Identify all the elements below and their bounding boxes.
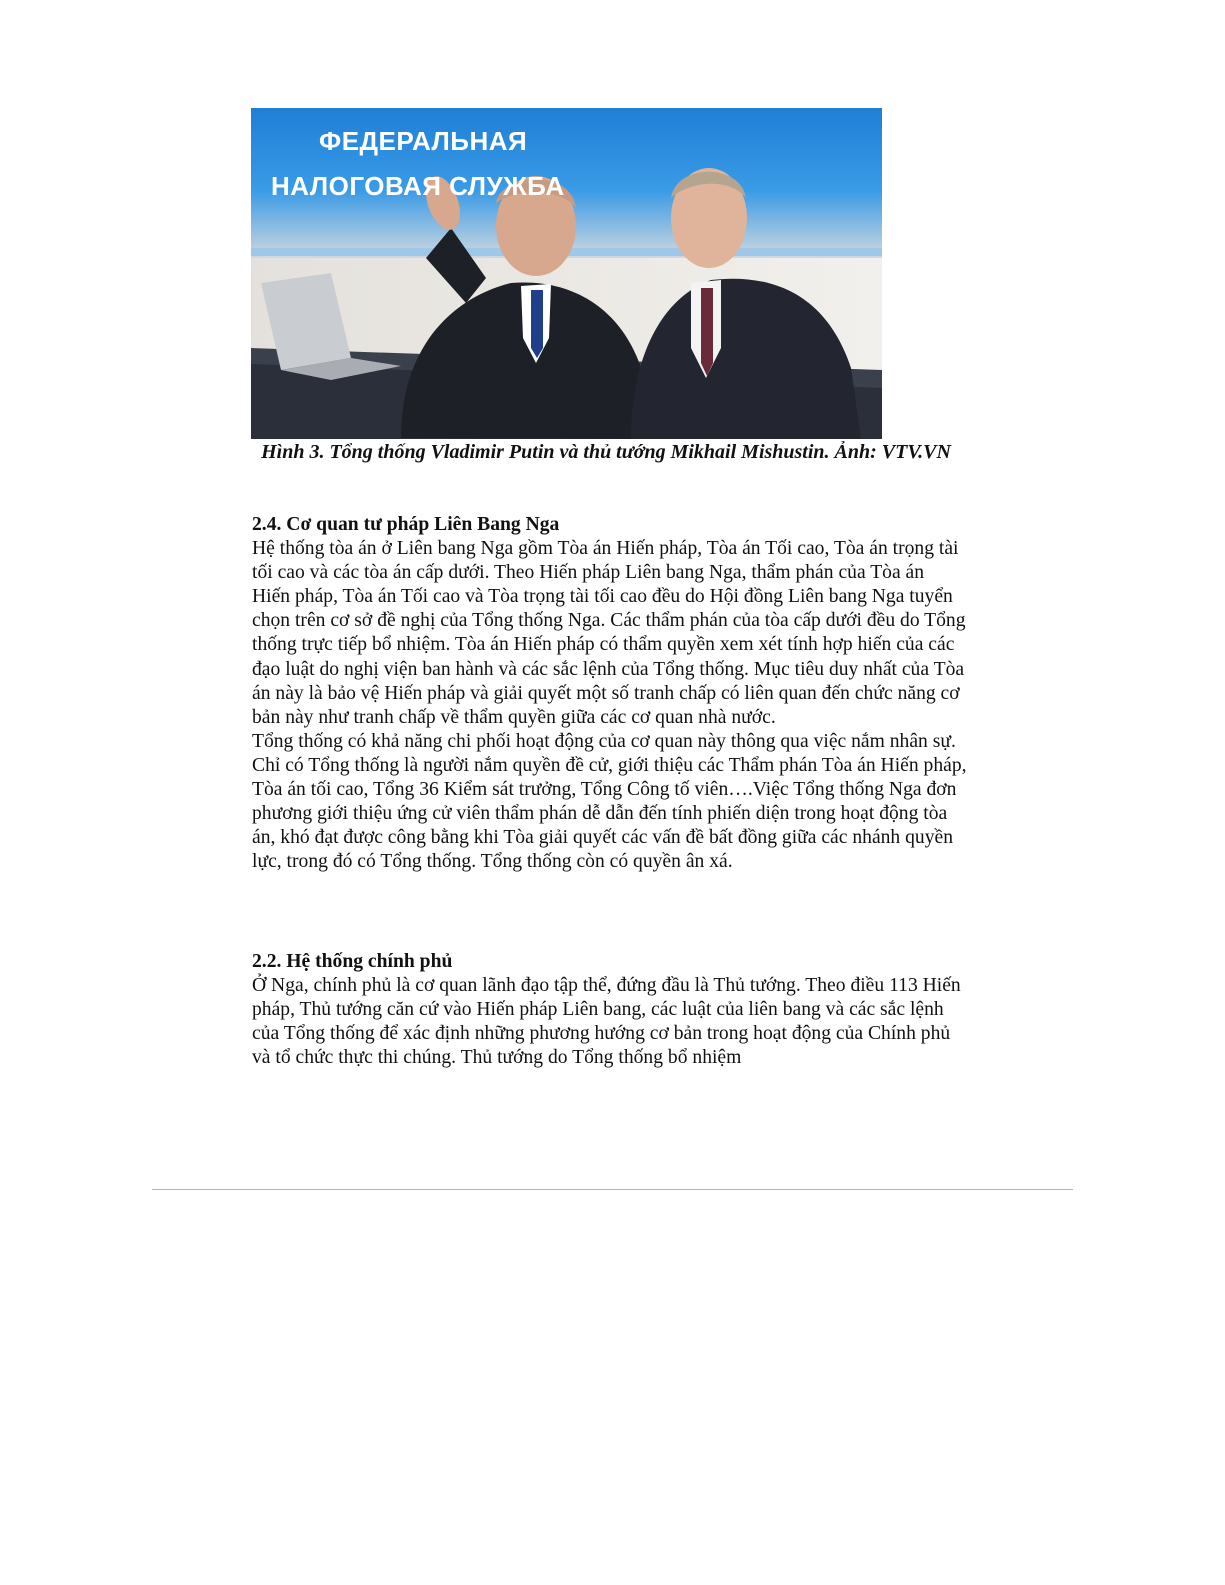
section-government bbox=[252, 950, 967, 1070]
banner-text-line1: ФЕДЕРАЛЬНАЯ bbox=[319, 126, 528, 156]
section-judicial bbox=[252, 513, 967, 874]
paragraph: Ở Nga, chính phủ là cơ quan lãnh đạo tập thể, đứng đầu là Thủ tướng. Theo điều 113 Hiến pháp, Thủ tướng căn cứ vào Hiến pháp Liên bang, các luật của liên bang và các sắc lệnh của Tổng thống để xác định những phương hướng cơ bản trong hoạt động của Chính phủ và tổ chức thực thi chúng. Thủ tướng do Tổng thống bổ nhiệm bbox=[252, 975, 961, 1069]
figure-caption: Hình 3. Tổng thống Vladimir Putin và thủ tướng Mikhail Mishustin. Ảnh: VTV.VN bbox=[261, 441, 951, 463]
photo-illustration bbox=[251, 108, 882, 439]
paragraph: Hệ thống tòa án ở Liên bang Nga gồm Tòa án Hiến pháp, Tòa án Tối cao, Tòa án trọng tài tối cao và các tòa án cấp dưới. Theo Hiến pháp Liên bang Nga, thẩm phán của Tòa án Hiến pháp, Tòa án Tối cao và Tòa trọng tài tối cao đều do Hội đồng Liên bang Nga tuyển chọn trên cơ sở đề nghị của Tổng thống Nga. Các thẩm phán của tòa cấp dưới đều do Tổng thống trực tiếp bổ nhiệm. Tòa án Hiến pháp có thẩm quyền xem xét tính hợp hiến của các đạo luật do nghị viện ban hành và các sắc lệnh của Tổng thống. Mục tiêu duy nhất của Tòa án này là bảo vệ Hiến pháp và giải quyết một số tranh chấp có liên quan đến chức năng cơ bản này như tranh chấp về thẩm quyền giữa các cơ quan nhà nước. bbox=[252, 538, 966, 728]
paragraph: Tổng thống có khả năng chi phối hoạt động của cơ quan này thông qua việc nắm nhân sự. Chỉ có Tổng thống là người nắm quyền đề cử, giới thiệu các Thẩm phán Tòa án Hiến pháp, Tòa án tối cao, Tổng 36 Kiểm sát trưởng, Tổng Công tố viên….Việc Tổng thống Nga đơn phương giới thiệu ứng cử viên thẩm phán dễ dẫn đến tính phiến diện trong hoạt động tòa án, khó đạt được công bằng khi Tòa giải quyết các vấn đề bất đồng giữa các nhánh quyền lực, trong đó có Tổng thống. Tổng thống còn có quyền ân xá. bbox=[252, 730, 967, 873]
section-heading: 2.4. Cơ quan tư pháp Liên Bang Nga bbox=[252, 514, 560, 535]
figure-photo bbox=[251, 108, 882, 439]
page-divider bbox=[152, 1189, 1073, 1190]
banner-text-line2: НАЛОГОВАЯ СЛУЖБА bbox=[271, 171, 565, 201]
section-heading: 2.2. Hệ thống chính phủ bbox=[252, 951, 453, 972]
